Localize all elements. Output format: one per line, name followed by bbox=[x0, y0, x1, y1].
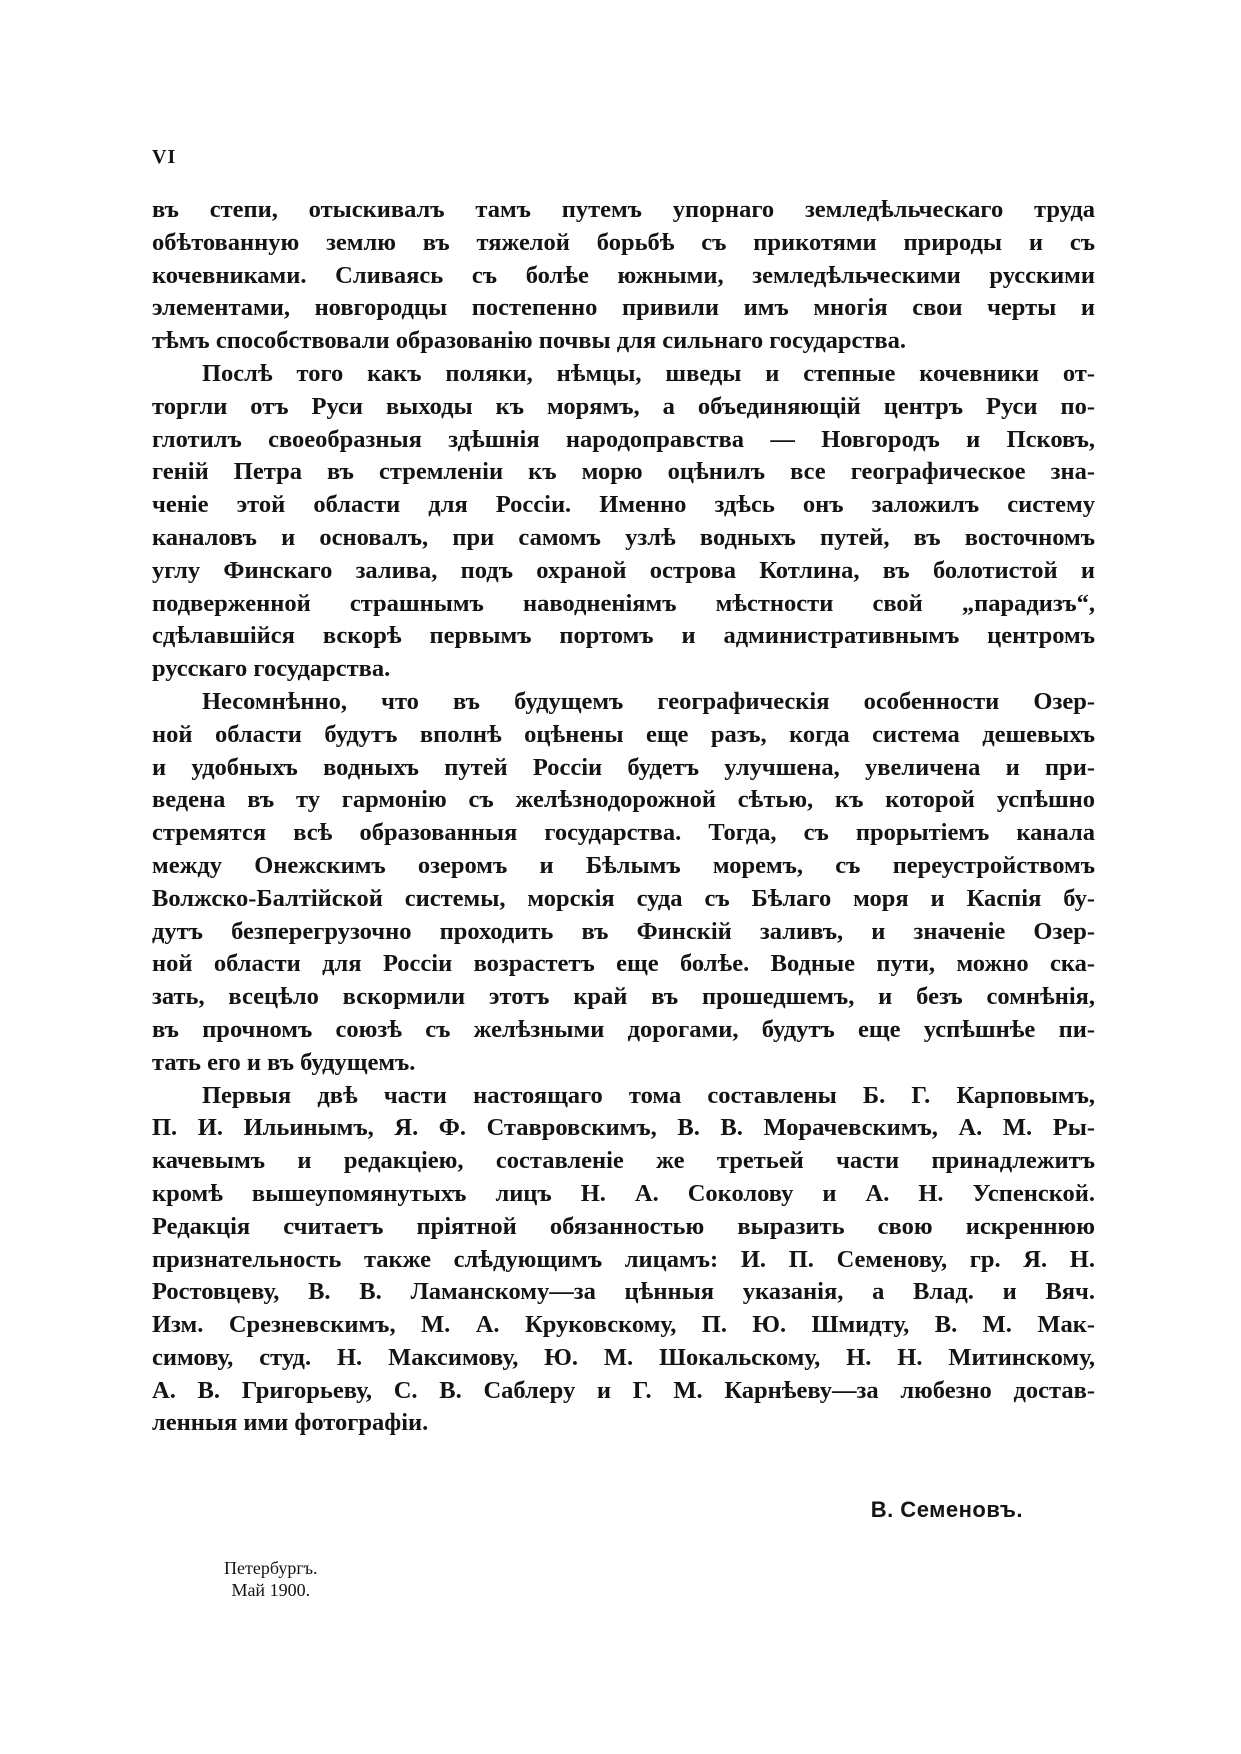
text-line: симову, студ. Н. Максимову, Ю. М. Шокальскому, Н. Н. Митинскому, bbox=[152, 1343, 1095, 1371]
text-line: углу Финскаго залива, подъ охраной острова Котлина, въ болотистой и bbox=[152, 556, 1095, 584]
text-line: качевымъ и редакціею, составленіе же третьей части принадлежитъ bbox=[152, 1147, 1095, 1175]
text-line: русскаго государства. bbox=[152, 655, 391, 683]
text-line: въ степи, отыскивалъ тамъ путемъ упорнаго земледѣльческаго труда bbox=[152, 196, 1095, 223]
place: Петербургъ. bbox=[224, 1558, 318, 1578]
text-line: Изм. Срезневскимъ, М. А. Круковскому, П. Ю. Шмидту, В. М. Мак- bbox=[152, 1311, 1095, 1339]
text-line: стремятся всѣ образованныя государства. Тогда, съ прорытіемъ канала bbox=[152, 819, 1095, 847]
body-text bbox=[152, 194, 1095, 1440]
place-date bbox=[224, 1557, 318, 1601]
text-line: дутъ безперегрузочно проходить въ Финскій заливъ, и значеніе Озер- bbox=[152, 917, 1095, 945]
text-line: въ прочномъ союзѣ съ желѣзными дорогами, будутъ еще успѣшнѣе пи- bbox=[152, 1015, 1095, 1043]
paragraph-1 bbox=[152, 194, 1095, 358]
text-line: Ростовцеву, В. В. Ламанскому—за цѣнныя указанія, а Влад. и Вяч. bbox=[152, 1278, 1095, 1306]
paragraph-2 bbox=[152, 358, 1095, 686]
text-line: и удобныхъ водныхъ путей Россіи будетъ улучшена, увеличена и при- bbox=[152, 753, 1095, 781]
text-line: Первыя двѣ части настоящаго тома составлены Б. Г. Карповымъ, bbox=[202, 1081, 1095, 1109]
text-line: кочевниками. Сливаясь съ болѣе южными, земледѣльческими русскими bbox=[152, 261, 1095, 289]
text-line: ченіе этой области для Россіи. Именно здѣсь онъ заложилъ систему bbox=[152, 491, 1095, 519]
text-line: зать, всецѣло вскормили этотъ край въ прошедшемъ, и безъ сомнѣнія, bbox=[152, 983, 1095, 1011]
text-line: П. И. Ильинымъ, Я. Ф. Ставровскимъ, В. В. Морачевскимъ, А. М. Ры- bbox=[152, 1114, 1095, 1142]
text-line: сдѣлавшійся вскорѣ первымъ портомъ и административнымъ центромъ bbox=[152, 622, 1095, 650]
date: Май 1900. bbox=[231, 1580, 311, 1600]
text-line: Волжско-Балтійской системы, морскія суда съ Бѣлаго моря и Каспія бу- bbox=[152, 884, 1095, 912]
text-line: элементами, новгородцы постепенно привили имъ многія свои черты и bbox=[152, 294, 1095, 322]
text-line: Редакція считаетъ пріятной обязанностью выразить свою искреннюю bbox=[152, 1212, 1095, 1240]
paragraph-3 bbox=[152, 686, 1095, 1080]
page-number: VI bbox=[152, 146, 177, 168]
signature: В. Семеновъ. bbox=[870, 1497, 1023, 1522]
text-line: ведена въ ту гармонію съ желѣзнодорожной сѣтью, къ которой успѣшно bbox=[152, 786, 1095, 814]
text-line: каналовъ и основалъ, при самомъ узлѣ водныхъ путей, въ восточномъ bbox=[152, 523, 1095, 551]
text-line: А. В. Григорьеву, С. В. Саблеру и Г. М. Карнѣеву—за любезно достав- bbox=[152, 1376, 1095, 1404]
text-line: между Онежскимъ озеромъ и Бѣлымъ моремъ, съ переустройствомъ bbox=[152, 851, 1095, 879]
text-line: торгли отъ Руси выходы къ морямъ, а объединяющій центръ Руси по- bbox=[152, 392, 1095, 420]
text-line: обѣтованную землю въ тяжелой борьбѣ съ прикотями природы и съ bbox=[152, 228, 1095, 256]
text-line: ной области для Россіи возрастетъ еще болѣе. Водные пути, можно ска- bbox=[152, 950, 1095, 978]
text-line: Послѣ того какъ поляки, нѣмцы, шведы и степные кочевники от- bbox=[202, 359, 1095, 387]
text-line: Несомнѣнно, что въ будущемъ географическія особенности Озер- bbox=[202, 687, 1095, 715]
text-line: тать его и въ будущемъ. bbox=[152, 1048, 416, 1076]
text-line: тѣмъ способствовали образованію почвы для сильнаго государства. bbox=[152, 327, 907, 355]
text-line: подверженной страшнымъ наводненіямъ мѣстности свой „парадизъ“, bbox=[152, 589, 1095, 617]
text-line: признательность также слѣдующимъ лицамъ: И. П. Семенову, гр. Я. Н. bbox=[152, 1245, 1095, 1273]
text-line: геній Петра въ стремленіи къ морю оцѣнилъ все географическое зна- bbox=[152, 458, 1095, 486]
text-line: ной области будутъ вполнѣ оцѣнены еще разъ, когда система дешевыхъ bbox=[152, 720, 1095, 748]
paragraph-4 bbox=[152, 1080, 1095, 1441]
text-line: ленныя ими фотографіи. bbox=[152, 1409, 429, 1437]
text-line: глотилъ своеобразныя здѣшнія народоправства — Новгородъ и Псковъ, bbox=[152, 425, 1095, 453]
text-line: кромѣ вышеупомянутыхъ лицъ Н. А. Соколову и А. Н. Успенской. bbox=[152, 1179, 1095, 1207]
